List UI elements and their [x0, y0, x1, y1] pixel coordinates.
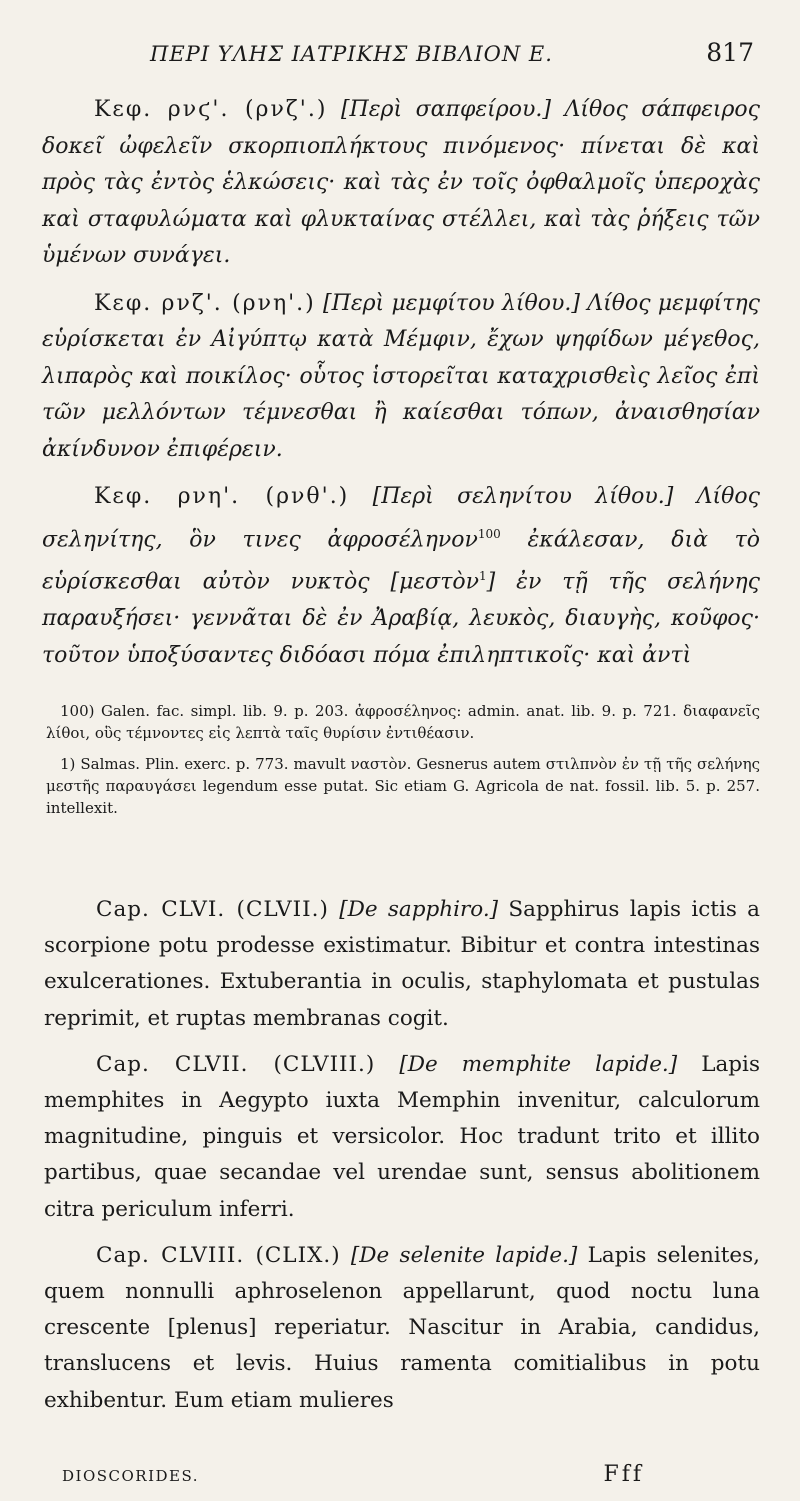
chapter-title: [Περὶ σεληνίτου λίθου.] — [372, 484, 674, 509]
footnote-ref-100: 100 — [477, 526, 501, 541]
chapter-title: [Περὶ μεμφίτου λίθου.] — [323, 290, 580, 316]
chapter-text: Λίθος μεμφίτης εὑρίσκεται ἐν Αἰγύπτῳ κατὰ Μέμφιν, ἔχων ψηφίδων μέγεθος, λιπαρὸς καὶ ποικίλος· οὗτος ἱστορεῖται καταχρισθεὶς λεῖος ἐπὶ τῶν μελλόντων τέμνεσθαι ἢ καίεσθαι τόπων, ἀναισθησίαν ἀκίνδυνον ἐπιφέρειν. — [42, 290, 760, 462]
running-head — [150, 38, 754, 67]
page-footer — [62, 1462, 644, 1487]
gathering-mark: Fff — [603, 1462, 644, 1487]
chapter-number: Cap. CLVII. (CLVIII.) — [96, 1051, 376, 1077]
chapter-number: Κεφ. ρνϛ'. (ρνζ'.) — [94, 97, 328, 122]
chapter-text: ] ἐν τῇ τῆς σελήνης παραυξήσει· γεννᾶται δὲ ἐν Ἀραβίᾳ, λευκὸς, διαυγὴς, κοῦφος· τοῦτον ὑποξύσαντες διδόασι πόμα ἐπιληπτικοῖς· καὶ ἀντὶ — [42, 569, 760, 668]
running-title: ΠΕΡΙ ΥΛΗΣ ΙΑΤΡΙΚΗΣ ΒΙΒΛΙΟΝ Ε. — [150, 42, 553, 66]
greek-chapter-157 — [42, 286, 760, 469]
chapter-text: Sapphirus lapis ictis a scorpione potu prodesse existimatur. Bibitur et contra intestinas exulcerationes. Extuberantia in oculis, staphylomata et pustulas reprimit, et ruptas membranas cogit. — [44, 897, 761, 1031]
latin-chapter-157 — [44, 1047, 760, 1228]
greek-chapter-158 — [42, 479, 760, 674]
chapter-text: Lapis selenites, quem nonnulli aphroselenon appellarunt, quod noctu luna crescente [plenus] reperiatur. Nascitur in Arabia, candidus, translucens et levis. Huius ramenta comitialibus in potu exhibentur. Eum etiam mulieres — [44, 1242, 760, 1413]
chapter-text: Λίθος σεληνίτης, ὃν τινες ἀφροσέληνον — [42, 484, 760, 552]
page-number: 817 — [706, 38, 754, 67]
chapter-text: Lapis memphites in Aegypto iuxta Memphin invenitur, calculorum magnitudine, pinguis et versicolor. Hoc tradunt trito et illito partibus, quae secandae vel urendae sunt, sensus abolitionem citra periculum inferri. — [44, 1051, 760, 1222]
latin-chapter-156 — [44, 892, 760, 1037]
chapter-text: Λίθος σάπφειρος δοκεῖ ὠφελεῖν σκορπιοπλήκτους πινόμενος· πίνεται δὲ καὶ πρὸς τὰς ἐντὸς ἑλκώσεις· καὶ τὰς ἐν τοῖς ὀφθαλμοῖς ὑπεροχὰς καὶ σταφυλώματα καὶ φλυκταίνας στέλλει, καὶ τὰς ῥήξεις τῶν ὑμένων συνάγει. — [42, 97, 760, 268]
greek-text — [42, 92, 760, 685]
footnote-1: 1) Salmas. Plin. exerc. p. 773. mavult ναστὸν. Gesnerus autem στιλπνὸν ἐν τῇ τῆς σελήνης μεστῆς παραυγάσει legendum esse putat. Sic etiam G. Agricola de nat. fossil. lib. 5. p. 257. intellexit. — [46, 755, 760, 817]
greek-chapter-156 — [42, 92, 760, 275]
chapter-number: Cap. CLVIII. (CLIX.) — [96, 1242, 341, 1268]
chapter-title: [De sapphiro.] — [339, 897, 499, 922]
latin-chapter-158 — [44, 1238, 760, 1419]
chapter-number: Κεφ. ρνζ'. (ρνη'.) — [94, 290, 316, 316]
chapter-text: ἐκάλεσαν, διὰ τὸ εὑρίσκεσθαι αὐτὸν νυκτὸς [μεστὸν — [42, 526, 760, 595]
footnotes — [46, 700, 760, 828]
chapter-title: [Περὶ σαπφείρου.] — [340, 97, 551, 122]
chapter-number: Κεφ. ρνη'. (ρνθ'.) — [94, 484, 350, 509]
chapter-number: Cap. CLVI. (CLVII.) — [96, 897, 329, 922]
footnote-100: 100) Galen. fac. simpl. lib. 9. p. 203. ἀφροσέληνος: admin. anat. lib. 9. p. 721. διαφανεῖς λίθοι, οὓς τέμνοντες εἰς λεπτὰ ταῖς θυρίσιν ἐντιθέασιν. — [46, 702, 760, 742]
signature-mark: DIOSCORIDES. — [62, 1467, 200, 1485]
latin-text — [44, 892, 760, 1429]
footnote-ref-1: 1 — [478, 569, 487, 584]
chapter-title: [De memphite lapide.] — [399, 1051, 678, 1077]
chapter-title: [De selenite lapide.] — [350, 1242, 578, 1268]
